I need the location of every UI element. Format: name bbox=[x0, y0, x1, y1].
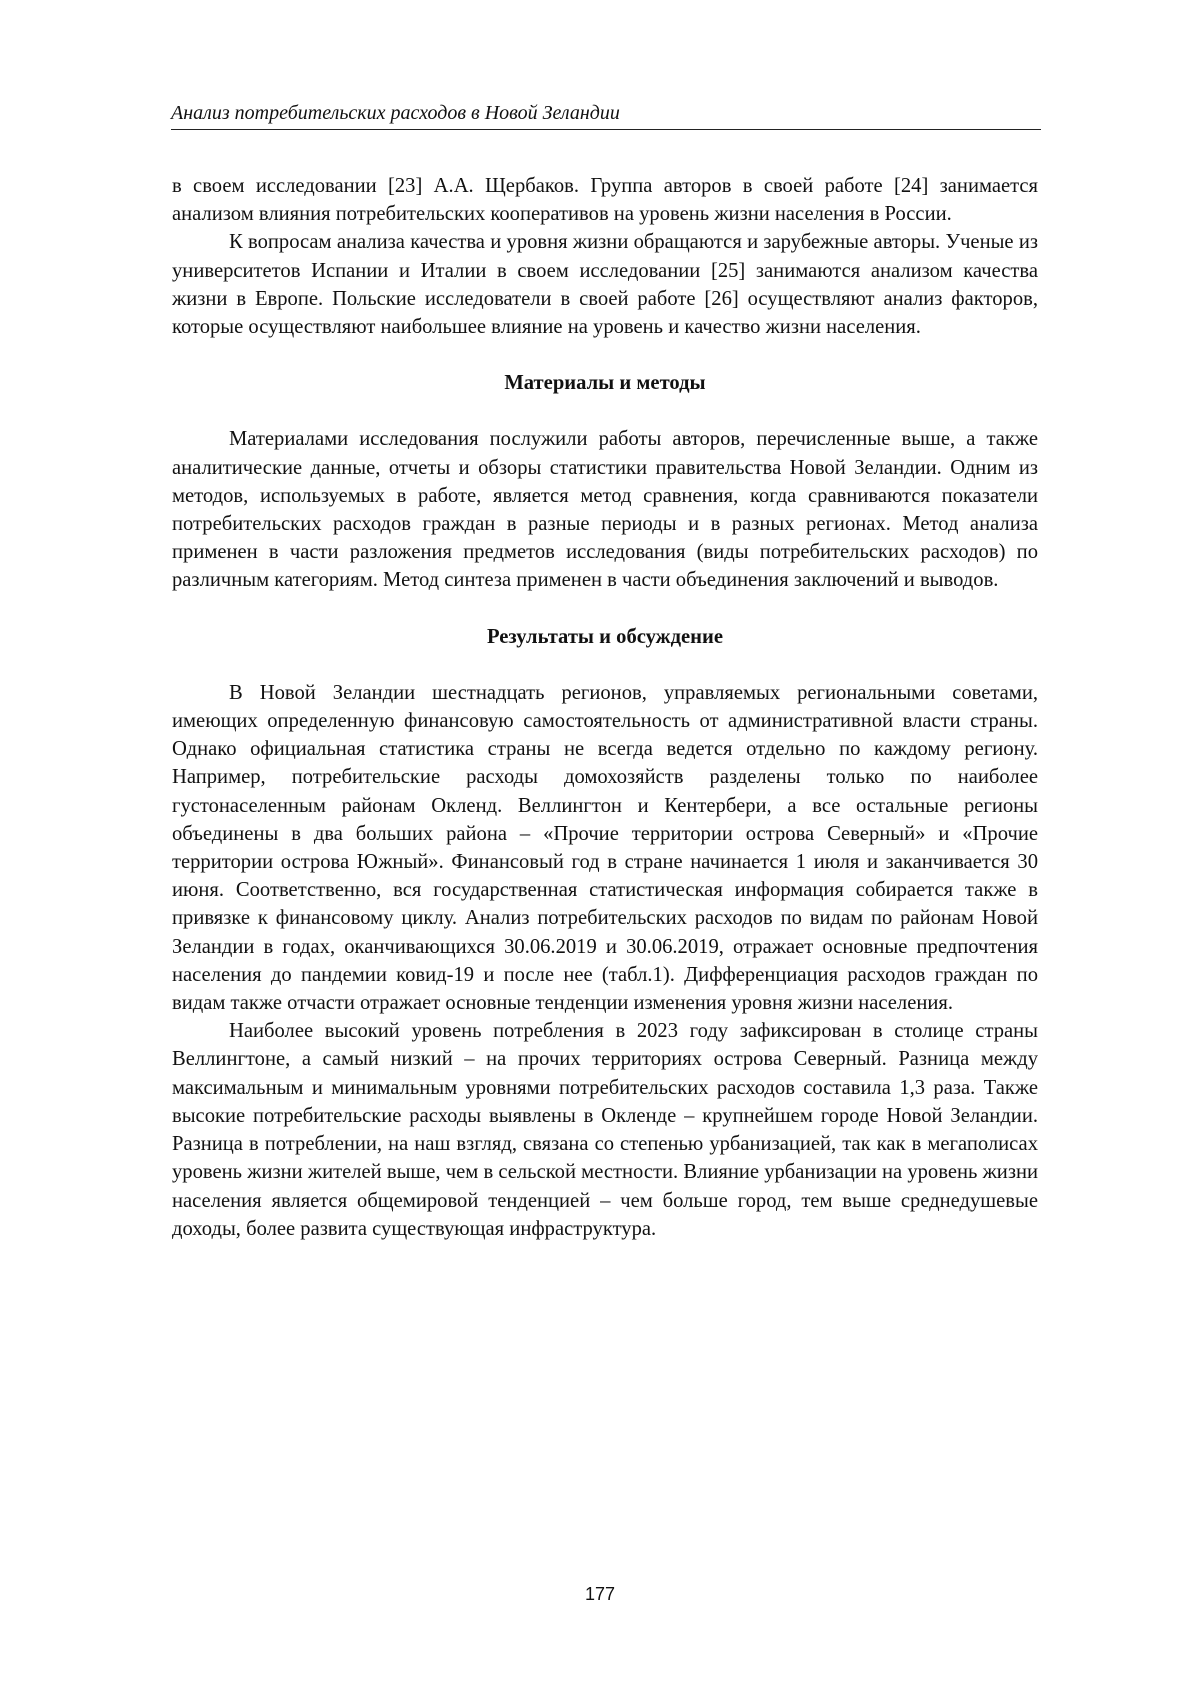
body-paragraph: В Новой Зеландии шестнадцать регионов, управляемых региональными советами, имеющих определенную финансовую самостоятельность от административной власти страны. Однако официальная статистика страны не всегда ведется отдельно по каждому региону. Например, потребительские расходы домохозяйств разделены только по наиболее густонаселенным районам Окленд. Веллингтон и Кентербери, а все остальные регионы объединены в два больших района – «Прочие территории острова Северный» и «Прочие территории острова Южный». Финансовый год в стране начинается 1 июля и заканчивается 30 июня. Соответственно, вся государственная статистическая информация собирается также в привязке к финансовому циклу. Анализ потребительских расходов по видам по районам Новой Зеландии в годах, оканчивающихся 30.06.2019 и 30.06.2019, отражает основные предпочтения населения до пандемии ковид-19 и после нее (табл.1). Дифференциация расходов граждан по видам также отчасти отражает основные тенденции изменения уровня жизни населения. bbox=[172, 679, 1038, 1017]
body-paragraph: Наиболее высокий уровень потребления в 2023 году зафиксирован в столице страны Веллингтоне, а самый низкий – на прочих территориях острова Северный. Разница между максимальным и минимальным уровнями потребительских расходов составила 1,3 раза. Также высокие потребительские расходы выявлены в Окленде – крупнейшем городе Новой Зеландии. Разница в потреблении, на наш взгляд, связана со степенью урбанизацией, так как в мегаполисах уровень жизни жителей выше, чем в сельской местности. Влияние урбанизации на уровень жизни населения является общемировой тенденцией – чем больше город, тем выше среднедушевые доходы, более развита существующая инфраструктура. bbox=[172, 1017, 1038, 1243]
page-number: 177 bbox=[0, 1583, 1200, 1605]
body-paragraph: К вопросам анализа качества и уровня жизни обращаются и зарубежные авторы. Ученые из университетов Испании и Италии в своем исследовании [25] занимаются анализом качества жизни в Европе. Польские исследователи в своей работе [26] осуществляют анализ факторов, которые осуществляют наибольшее влияние на уровень и качество жизни населения. bbox=[172, 228, 1038, 341]
body-paragraph: в своем исследовании [23] А.А. Щербаков. Группа авторов в своей работе [24] занимается анализом влияния потребительских кооперативов на уровень жизни населения в России. bbox=[172, 172, 1038, 228]
section-heading-results: Результаты и обсуждение bbox=[172, 623, 1038, 651]
running-header: Анализ потребительских расходов в Новой Зеландии bbox=[171, 100, 1041, 130]
article-body bbox=[172, 172, 1038, 1243]
section-heading-materials: Материалы и методы bbox=[172, 369, 1038, 397]
body-paragraph: Материалами исследования послужили работы авторов, перечисленные выше, а также аналитические данные, отчеты и обзоры статистики правительства Новой Зеландии. Одним из методов, используемых в работе, является метод сравнения, когда сравниваются показатели потребительских расходов граждан в разные периоды и в разных регионах. Метод анализа применен в части разложения предметов исследования (виды потребительских расходов) по различным категориям. Метод синтеза применен в части объединения заключений и выводов. bbox=[172, 425, 1038, 594]
